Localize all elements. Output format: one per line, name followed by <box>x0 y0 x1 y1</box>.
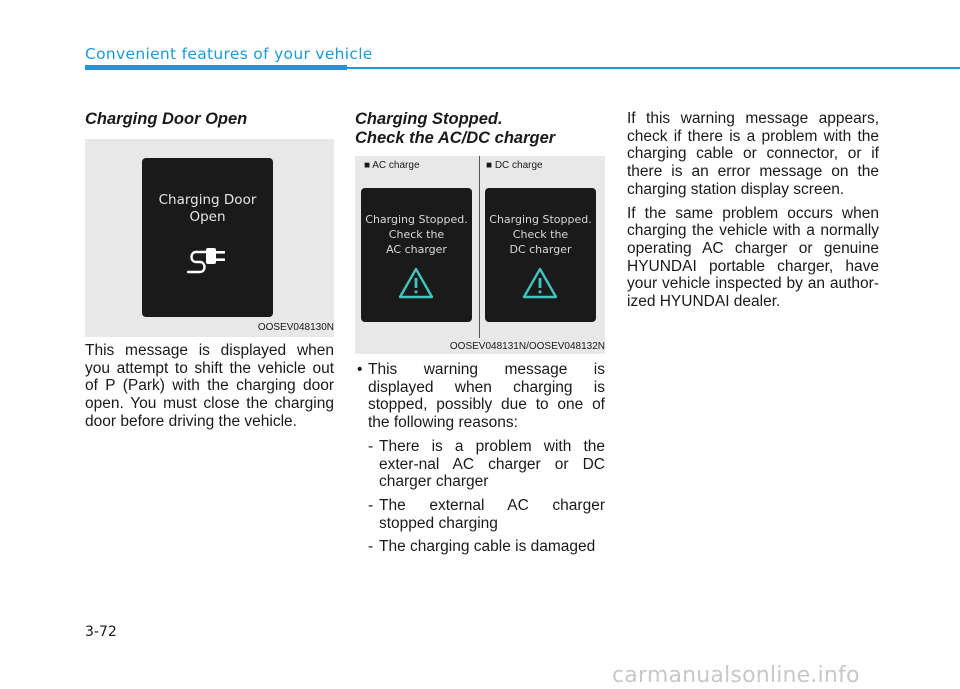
section-charging-stopped <box>355 110 605 148</box>
display-message-line: AC charger <box>386 243 447 256</box>
cluster-display <box>142 158 273 317</box>
section-title <box>355 110 605 148</box>
display-message <box>361 212 472 257</box>
sub-item-text: The external AC charger stopped charging <box>379 496 605 532</box>
display-message-line: DC charger <box>509 243 572 256</box>
paragraph: This message is displayed when you attempt to shift the vehicle out of P (Park) with the charging door open. You must close the charging door before driving the vehicle. <box>85 342 334 430</box>
section-title-line: Check the AC/DC charger <box>355 129 556 147</box>
bullet-list <box>355 361 605 556</box>
watermark: carmanualsonline.info <box>612 663 860 688</box>
display-message <box>485 212 596 257</box>
warning-icon <box>397 266 435 300</box>
display-message-line: Open <box>189 209 226 225</box>
header-title: Convenient features of your vehicle <box>85 45 373 63</box>
section-warning-details <box>627 110 879 317</box>
display-message-line: Charging Stopped. <box>365 213 468 226</box>
cluster-display-ac <box>361 188 472 322</box>
list-item <box>355 361 605 432</box>
figure-code: OOSEV048131N/OOSEV048132N <box>449 341 605 352</box>
ac-charge-label: ■ AC charge <box>364 160 420 171</box>
display-message <box>142 192 273 226</box>
page-number: 3-72 <box>85 624 117 640</box>
cluster-display-dc <box>485 188 596 322</box>
display-message-line: Check the <box>388 228 445 241</box>
figure-code: OOSEV048130N <box>257 322 334 333</box>
section-charging-door-open <box>85 110 334 129</box>
page-header <box>85 45 960 75</box>
charging-plug-icon <box>186 246 232 280</box>
sub-item-text: The charging cable is damaged <box>379 538 596 556</box>
figure-charging-stopped <box>355 156 605 354</box>
dash-icon: - <box>368 437 374 455</box>
section-title: Charging Door Open <box>85 110 248 128</box>
display-message-line: Charging Stopped. <box>489 213 592 226</box>
list-item <box>355 538 605 556</box>
dash-icon: - <box>368 538 374 556</box>
section-title-line: Charging Stopped. <box>355 110 503 128</box>
sub-item-text: There is a problem with the exter-nal AC charger or DC charger charger <box>379 437 605 491</box>
list-item <box>355 497 605 532</box>
list-item <box>355 438 605 491</box>
figure-charging-door-open <box>85 139 334 337</box>
paragraph: If the same problem occurs when charging the vehicle with a normally operating AC charger or genuine HYUNDAI portable charger, have your vehicle inspected by an author-ized HYUNDAI dealer. <box>627 204 879 311</box>
bullet-icon: • <box>357 361 363 378</box>
header-rule <box>347 67 960 69</box>
panel-divider <box>479 156 480 338</box>
header-rule-accent <box>85 65 347 70</box>
warning-icon <box>521 266 559 300</box>
paragraph: If this warning message appears, check if there is a problem with the charging cable or connector, or if there is an error message on the charging station display screen. <box>627 110 879 198</box>
display-message-line: Check the <box>512 228 569 241</box>
bullet-text: This warning message is displayed when charging is stopped, possibly due to one of the following reasons: <box>368 361 605 432</box>
display-message-line: Charging Door <box>158 192 257 208</box>
dc-charge-label: ■ DC charge <box>486 160 543 171</box>
dash-icon: - <box>368 496 374 514</box>
